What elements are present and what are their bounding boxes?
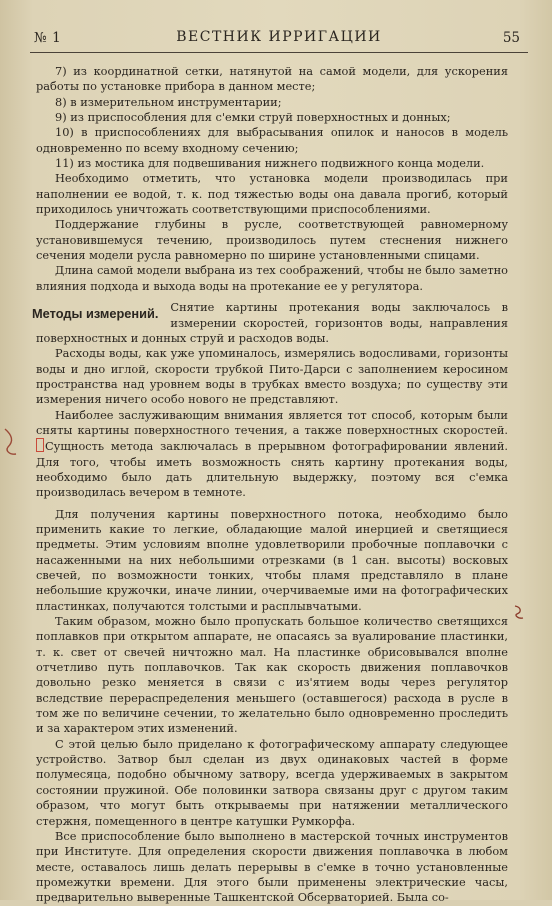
paragraph-clock: Все приспособление было выполнено в мастерской точных инструментов при Институте. Для определения скорости движения поплавочка в любом месте, оставалось лишь делать перерывы в с'емке в точно установленные промежутки времени. Для этого были применены электрические часы, предварительно выверенные Ташкентской Обсерваторией. Была со-	[36, 828, 508, 905]
paragraph-method-essence: Сущность метода заключалась в прерывном фотографировании явлений. Для того, чтобы иметь возможность снять картину протекания воды, необходимо было дать длительную выдержку, поэтому вся с'емка производилась вечером в темноте.	[36, 439, 508, 500]
running-header	[30, 26, 528, 53]
issue-number: № 1	[34, 30, 62, 46]
section-heading: Методы измерений.	[32, 306, 159, 322]
paragraph-discharge: Расходы воды, как уже упоминалось, измерялись водосливами, горизонты воды и дно иглой, скорости трубкой Пито-Дарси с заполнением керосином пространства над уровнем воды в трубках вместо воздуха; по существу эти измерения ничего особо нового не представляют.	[36, 346, 508, 407]
paragraph-plate: Таким образом, можно было пропускать большое количество светящихся поплавков при открытом аппарате, не опасаясь за вуалирование пластинки, т. к. свет от свечей ничтожно мал. На пластинке обрисовывался вполне отчетливо путь поплавочков. Так как скорость движения поплавочков довольно резко меняется в связи с из'ятием воды через регулятор вследствие перераспределения меньшего (оставшегося) расхода в русле в том же по величине сечении, то желательно было одновременно проследить и за характером этих изменений.	[36, 614, 508, 736]
page-number: 55	[502, 30, 520, 46]
paragraph-depth: Поддержание глубины в русле, соответствующей равномерному установившемуся течению, производилось путем стеснения нижнего сечения модели русла равномерно по ширине установленными спицами.	[36, 217, 508, 263]
list-item-9: 9) из приспособления для с'емки струй поверхностных и донных;	[55, 110, 451, 125]
section-methods	[32, 300, 508, 346]
paragraph-installation: Необходимо отметить, что установка модели производилась при наполнении ее водой, т. к. под тяжестью воды она давала прогиб, который приходилось уничтожать соответствующими приспособлениями.	[36, 171, 508, 217]
margin-correction-mark	[512, 603, 526, 621]
margin-pencil-mark	[2, 427, 20, 457]
paragraph-method-intro-text: Наиболее заслуживающим внимания является тот способ, которым были сняты картины поверхностного течения, а также поверхностных скоростей.	[36, 407, 508, 437]
text-cursor-marker	[36, 438, 44, 452]
list-item-8: 8) в измерительном инструментарии;	[55, 94, 282, 109]
journal-title: ВЕСТНИК ИРРИГАЦИИ	[176, 29, 382, 45]
section-first-paragraph: Снятие картины протекания воды заключалось в измерении скоростей, горизонтов воды, направления поверхностных и донных струй и расходов воды.	[36, 300, 508, 345]
paragraph-model-length: Длина самой модели выбрана из тех соображений, чтобы не было заметно влияния подхода и выхода воды на протекание ее у регулятора.	[36, 263, 508, 293]
paragraph-method-intro	[36, 408, 508, 501]
paragraph-floats: Для получения картины поверхностного потока, необходимо было применить какие то легкие, обладающие малой инерцией и светящиеся предметы. Этим условиям вполне удовлетворили пробочные поплавочки с насаженными на них небольшими отрезками (в 1 сан. высоты) восковых свечей, по возможности тонких, чтобы пламя представляло в плане небольшие кружочки, иначе линии, очерчиваемые ими на фотографических пластинках, получаются толстыми и расплывчатыми.	[36, 506, 508, 613]
list-item-10: 10) в приспособлениях для выбрасывания опилок и наносов в модель одновременно по всему входному сечению;	[36, 125, 508, 155]
paragraph-shutter: С этой целью было приделано к фотографическому аппарату следующее устройство. Затвор был сделан из двух одинаковых частей в форме полумесяца, подобно обычному затвору, всегда удерживаемых в закрытом состоянии пружиной. Обе половинки затвора связаны друг с другом таким образом, что могут быть открываемы при натяжении металлического стержня, помещенного в центре катушки Румкорфа.	[36, 736, 508, 828]
list-item-11: 11) из мостика для подвешивания нижнего подвижного конца модели.	[55, 156, 485, 171]
article-body	[32, 64, 508, 906]
list-item-7: 7) из координатной сетки, натянутой на самой модели, для ускорения работы по установке прибора в данном месте;	[36, 64, 508, 94]
